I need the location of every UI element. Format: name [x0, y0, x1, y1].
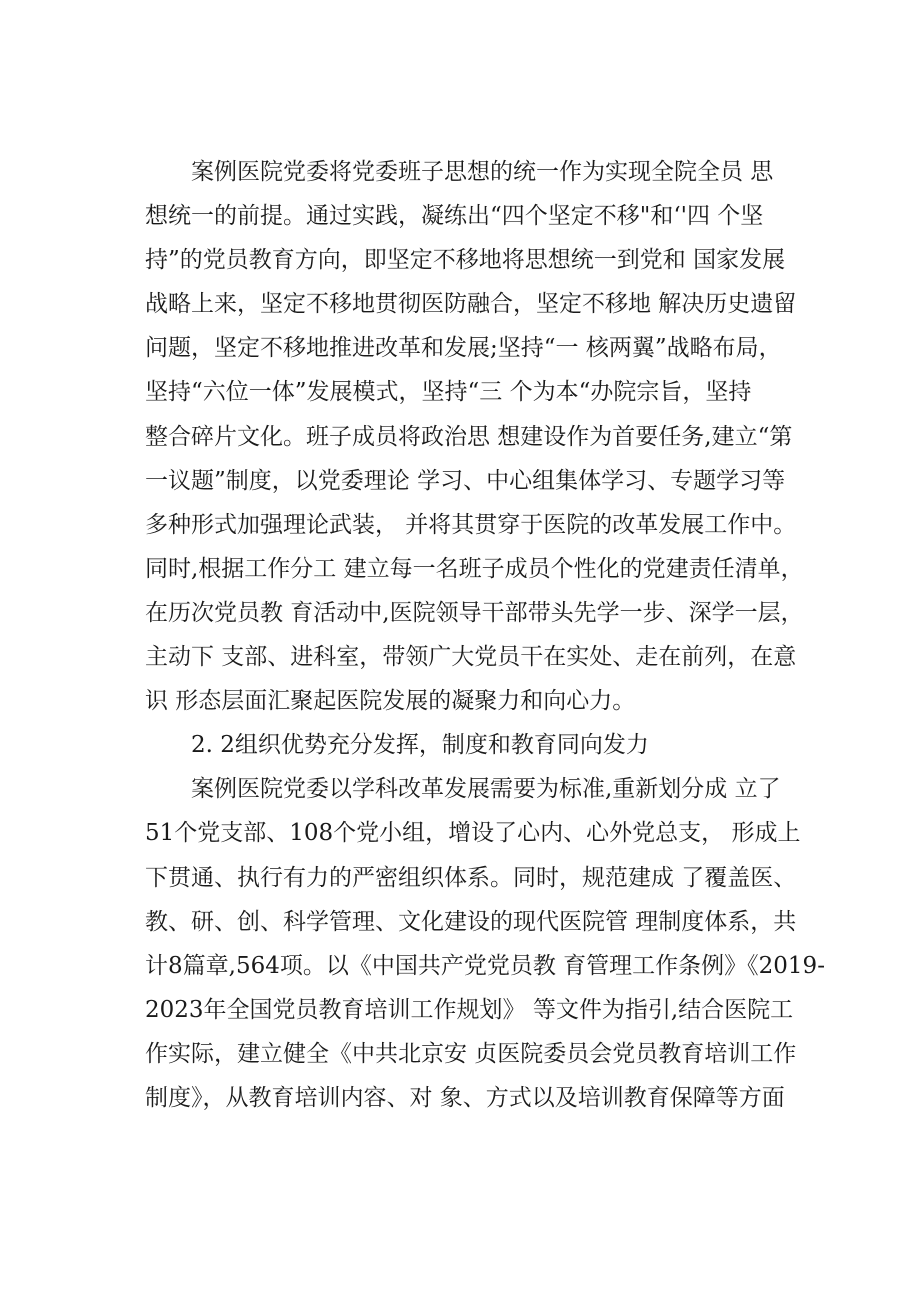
text-line: 问题，坚定不移地推进改革和发展;坚持“一 核两翼”战略布局，: [145, 335, 782, 362]
text-line: 下贯通、执行有力的严密组织体系。同时，规范建成 了覆盖医、: [145, 864, 797, 891]
text-line: 在历次党员教 育活动中,医院领导干部带头先学一步、深学一层，: [145, 599, 804, 626]
text-line: 作实际，建立健全《中共北京安 贞医院委员会党员教育培训工作: [145, 1040, 797, 1067]
text-line: 一议题”制度，以党委理论 学习、中心组集体学习、专题学习等: [145, 467, 786, 494]
section-heading: 2. 2组织优势充分发挥，制度和教育同向发力: [191, 732, 649, 759]
text-line: 教、研、创、科学管理、文化建设的现代医院管 理制度体系，共: [145, 908, 797, 935]
text-line: 想统一的前提。通过实践，凝练出“四个坚定不移"和‘'四 个坚: [145, 203, 764, 230]
text-line: 战略上来，坚定不移地贯彻医防融合，坚定不移地 解决历史遗留: [145, 291, 797, 318]
body-text: [145, 150, 825, 1120]
text-line: 同时,根据工作分工 建立每一名班子成员个性化的党建责任清单，: [145, 555, 804, 582]
text-line: 计8篇章,564项。以《中国共产党党员教 育管理工作条例》《2019-: [145, 952, 825, 979]
text-line: 多种形式加强理论武装， 并将其贯穿于医院的改革发展工作中。: [145, 511, 797, 538]
text-line: 案例医院党委以学科改革发展需要为标准,重新划分成 立了: [191, 776, 781, 803]
text-line: 51个党支部、108个党小组，增设了心内、心外党总支， 形成上: [145, 820, 801, 847]
text-line: 2023年全国党员教育培训工作规划》 等文件为指引,结合医院工: [145, 996, 794, 1023]
text-line: 坚持“六位一体”发展模式，坚持“三 个为本“办院宗旨，坚持: [145, 379, 752, 406]
text-line: 案例医院党委将党委班子思想的统一作为实现全院全员 思: [191, 159, 774, 185]
text-line: 制度》，从教育培训内容、对 象、方式以及培训教育保障等方面: [145, 1084, 785, 1111]
text-line: 持”的党员教育方向，即坚定不移地将思想统一到党和 国家发展: [145, 247, 786, 274]
text-line: 主动下 支部、进科室，带领广大党员干在实处、走在前列，在意: [145, 644, 797, 671]
text-line: 整合碎片文化。班子成员将政治思 想建设作为首要任务,建立“第: [145, 423, 793, 450]
text-line: 识 形态层面汇聚起医院发展的凝聚力和向心力。: [145, 688, 636, 715]
